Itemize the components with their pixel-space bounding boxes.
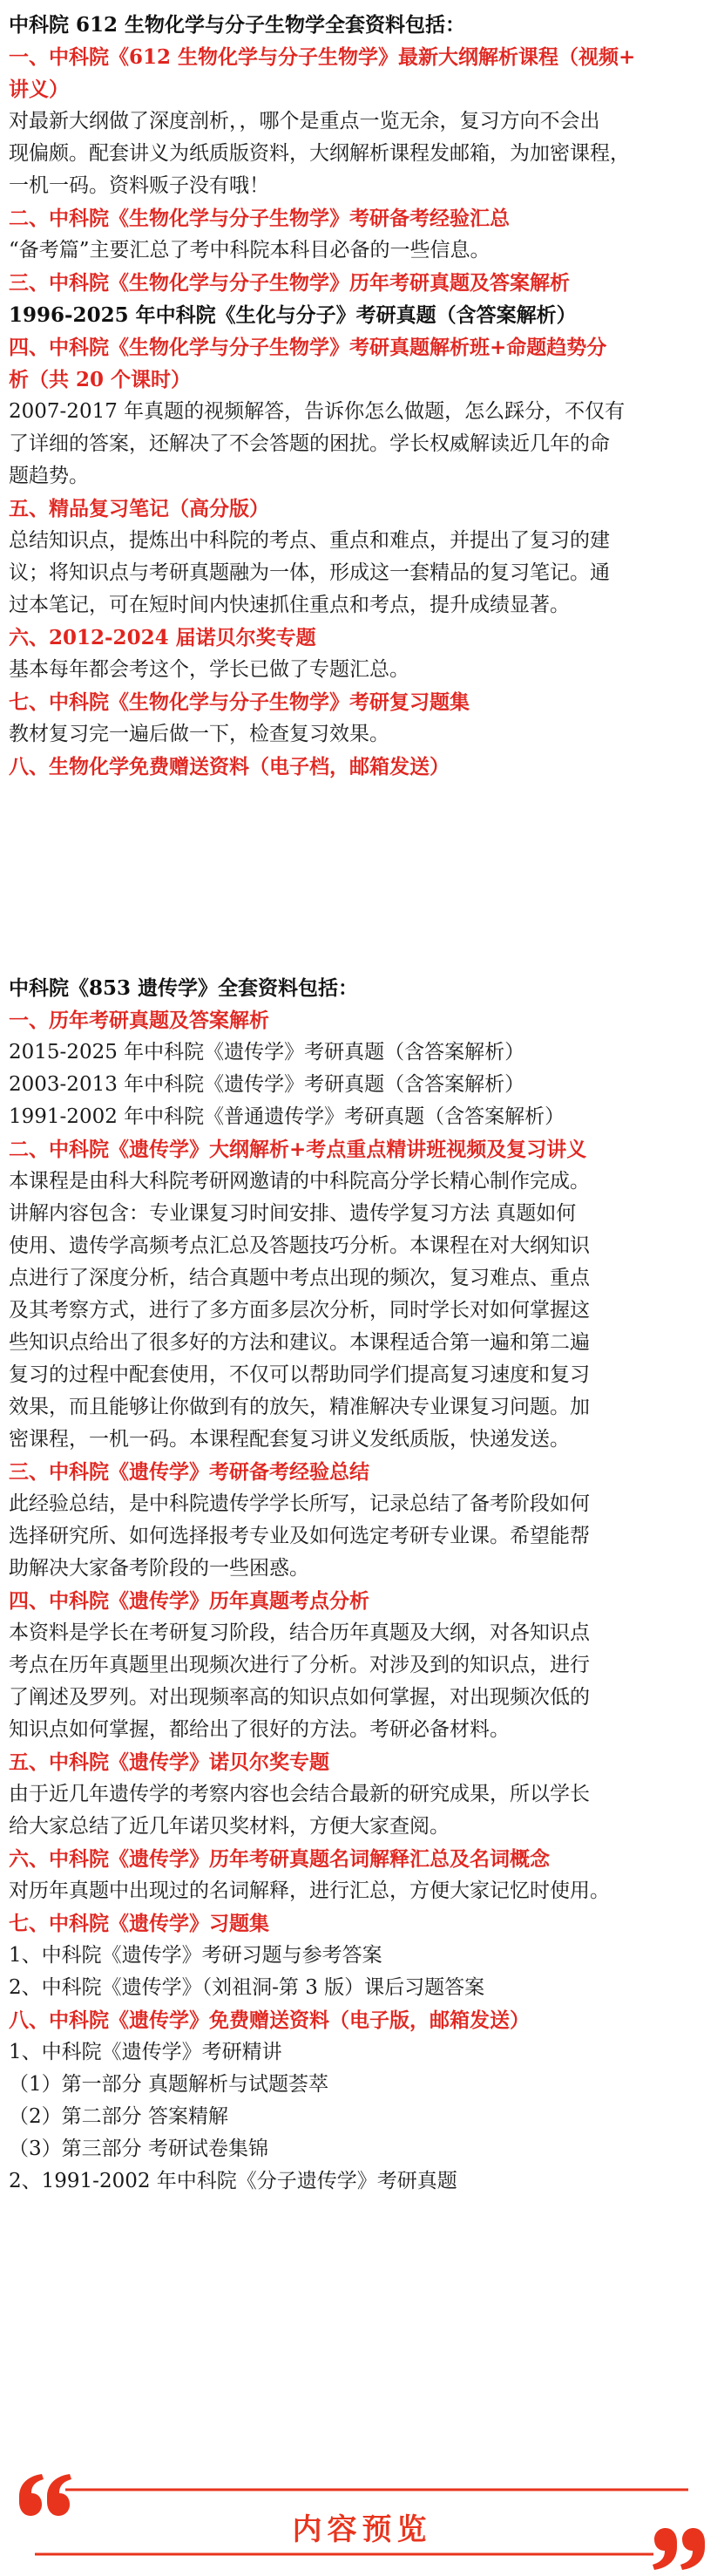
body-text-line: 密课程，一机一码。本课程配套复习讲义发纸质版，快递发送。 bbox=[9, 1428, 570, 1451]
body-text-line: 点进行了深度分析，结合真题中考点出现的频次，复习难点、重点 bbox=[9, 1267, 590, 1289]
section-heading: 七、中科院《生物化学与分子生物学》考研复习题集 bbox=[9, 690, 470, 714]
body-text-line: 议；将知识点与考研真题融为一体，形成这一套精品的复习笔记。通 bbox=[9, 561, 610, 584]
body-text-line: 助解决大家备考阶段的一些困惑。 bbox=[9, 1557, 309, 1580]
document-title: 中科院《853 遗传学》全套资料包括： bbox=[9, 976, 359, 1000]
body-text-line: 效果，而且能够让你做到有的放矢，精准解决专业课复习问题。加 bbox=[9, 1396, 590, 1418]
body-text-line: 些知识点给出了很多好的方法和建议。本课程适合第一遍和第二遍 bbox=[9, 1331, 590, 1354]
body-text-line: 本资料是学长在考研复习阶段，结合历年真题及大纲，对各知识点 bbox=[9, 1621, 590, 1644]
section-heading: 四、中科院《遗传学》历年真题考点分析 bbox=[9, 1589, 369, 1613]
body-text-line: 使用、遗传学高频考点汇总及答题技巧分析。本课程在对大纲知识 bbox=[9, 1234, 590, 1257]
section-heading: 一、历年考研真题及答案解析 bbox=[9, 1009, 269, 1032]
body-text-line: 复习的过程中配套使用，不仅可以帮助同学们提高复习速度和复习 bbox=[9, 1363, 590, 1386]
section-heading: 一、中科院《612 生物化学与分子生物学》最新大纲解析课程（视频+ bbox=[9, 45, 636, 69]
section-heading: 二、中科院《遗传学》大纲解析+考点重点精讲班视频及复习讲义 bbox=[9, 1138, 587, 1161]
section-heading: 八、生物化学免费赠送资料（电子档，邮箱发送） bbox=[9, 755, 450, 778]
body-text-line: 本课程是由科大科院考研网邀请的中科院高分学长精心制作完成。 bbox=[9, 1170, 590, 1193]
body-text-line: 教材复习完一遍后做一下，检查复习效果。 bbox=[9, 723, 389, 745]
body-text-line: 此经验总结，是中科院遗传学学长所写，记录总结了备考阶段如何 bbox=[9, 1492, 590, 1515]
body-text-line: 总结知识点，提炼出中科院的考点、重点和难点，并提出了复习的建 bbox=[9, 529, 610, 552]
body-text-line: 讲解内容包含：专业课复习时间安排、遗传学复习方法 真题如何 bbox=[9, 1202, 577, 1225]
body-text-line: 一机一码。资料贩子没有哦！ bbox=[9, 174, 269, 197]
body-text-line: 2、1991-2002 年中科院《分子遗传学》考研真题 bbox=[9, 2170, 457, 2192]
preview-banner bbox=[0, 2467, 724, 2576]
body-text-line: 选择研究所、如何选择报考专业及如何选定考研专业课。希望能帮 bbox=[9, 1525, 590, 1547]
section-heading: 四、中科院《生物化学与分子生物学》考研真题解析班+命题趋势分 bbox=[9, 336, 607, 359]
body-text-line: 给大家总结了近几年诺贝奖材料，方便大家查阅。 bbox=[9, 1815, 450, 1838]
section-heading: 二、中科院《生物化学与分子生物学》考研备考经验汇总 bbox=[9, 207, 510, 230]
body-text-line: 2003-2013 年中科院《遗传学》考研真题（含答案解析） bbox=[9, 1073, 525, 1096]
body-text-line: 对最新大纲做了深度剖析，，哪个是重点一览无余，复习方向不会出 bbox=[9, 110, 600, 133]
section-heading: 讲义） bbox=[9, 78, 69, 101]
document-title: 1996-2025 年中科院《生化与分子》考研真题（含答案解析） bbox=[9, 303, 577, 327]
body-text-line: （3）第三部分 考研试卷集锦 bbox=[9, 2138, 268, 2160]
section-853-genetics bbox=[9, 972, 716, 2198]
body-text-line: 基本每年都会考这个，学长已做了专题汇总。 bbox=[9, 658, 409, 681]
body-text-line: 由于近几年遗传学的考察内容也会结合最新的研究成果，所以学长 bbox=[9, 1783, 590, 1805]
body-text-line: 1991-2002 年中科院《普通遗传学》考研真题（含答案解析） bbox=[9, 1105, 565, 1128]
body-text-line: 现偏颇。配套讲义为纸质版资料，大纲解析课程发邮箱，为加密课程， bbox=[9, 142, 630, 165]
body-text-line: （2）第二部分 答案精解 bbox=[9, 2105, 228, 2128]
body-text-line: 1、中科院《遗传学》考研精讲 bbox=[9, 2041, 282, 2063]
body-text-line: 题趋势。 bbox=[9, 465, 89, 487]
section-heading: 析（共 20 个课时） bbox=[9, 368, 192, 391]
section-612-biochemistry bbox=[9, 9, 716, 783]
body-text-line: 对历年真题中出现过的名词解释，进行汇总，方便大家记忆时使用。 bbox=[9, 1879, 610, 1902]
document-title: 中科院 612 生物化学与分子生物学全套资料包括： bbox=[9, 13, 466, 37]
body-text-line: 及其考察方式，进行了多方面多层次分析，同时学长对如何掌握这 bbox=[9, 1299, 590, 1322]
section-heading: 三、中科院《遗传学》考研备考经验总结 bbox=[9, 1460, 369, 1484]
preview-title: 内容预览 bbox=[292, 2512, 432, 2547]
body-text-line: （1）第一部分 真题解析与试题荟萃 bbox=[9, 2073, 328, 2096]
section-heading: 六、中科院《遗传学》历年考研真题名词解释汇总及名词概念 bbox=[9, 1847, 550, 1871]
section-heading: 八、中科院《遗传学》免费赠送资料（电子版，邮箱发送） bbox=[9, 2008, 530, 2032]
section-heading: 六、2012-2024 届诺贝尔奖专题 bbox=[9, 626, 316, 649]
body-text-line: 知识点如何掌握，都给出了很好的方法。考研必备材料。 bbox=[9, 1718, 510, 1741]
section-heading: 五、精品复习笔记（高分版） bbox=[9, 497, 269, 520]
body-text-line: 2007-2017 年真题的视频解答，告诉你怎么做题，怎么踩分，不仅有 bbox=[9, 400, 626, 423]
body-text-line: “备考篇”主要汇总了考中科院本科目必备的一些信息。 bbox=[9, 239, 491, 262]
body-text-line: 2015-2025 年中科院《遗传学》考研真题（含答案解析） bbox=[9, 1041, 525, 1064]
body-text-line: 了详细的答案，还解决了不会答题的困扰。学长权威解读近几年的命 bbox=[9, 432, 610, 455]
body-text-line: 过本笔记，可在短时间内快速抓住重点和考点，提升成绩显著。 bbox=[9, 594, 570, 616]
body-text-line: 1、中科院《遗传学》考研习题与参考答案 bbox=[9, 1944, 382, 1967]
section-heading: 七、中科院《遗传学》习题集 bbox=[9, 1912, 269, 1935]
body-text-line: 了阐述及罗列。对出现频率高的知识点如何掌握，对出现频次低的 bbox=[9, 1686, 590, 1709]
section-heading: 三、中科院《生物化学与分子生物学》历年考研真题及答案解析 bbox=[9, 271, 570, 295]
body-text-line: 2、中科院《遗传学》（刘祖洞-第 3 版）课后习题答案 bbox=[9, 1976, 485, 1999]
body-text-line: 考点在历年真题里出现频次进行了分析。对涉及到的知识点，进行 bbox=[9, 1654, 590, 1676]
section-heading: 五、中科院《遗传学》诺贝尔奖专题 bbox=[9, 1750, 329, 1774]
